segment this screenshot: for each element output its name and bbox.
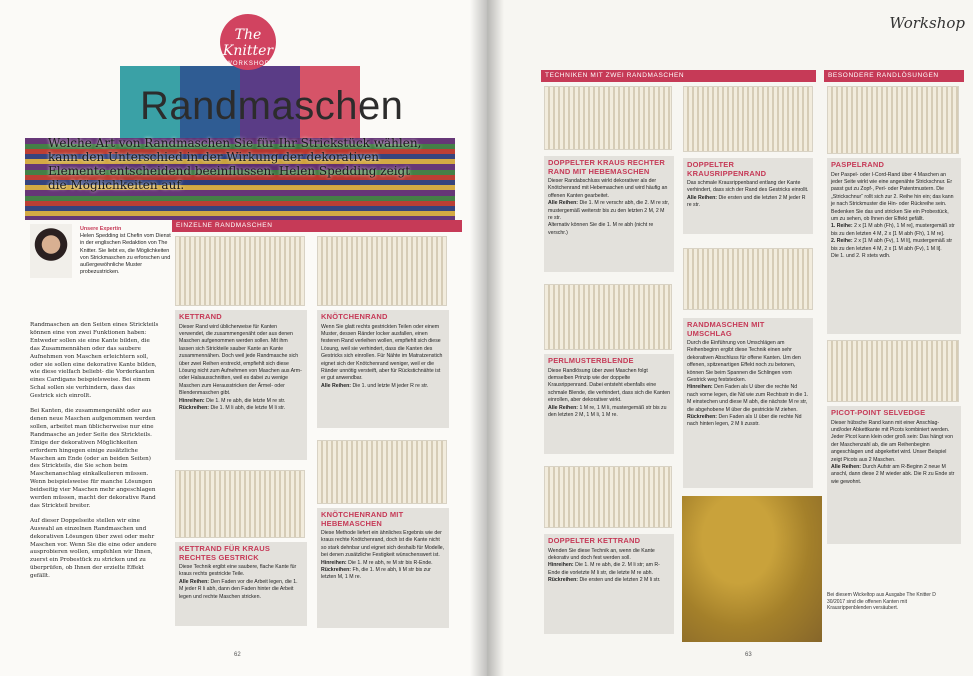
card-perlmusterblende	[544, 354, 674, 454]
swatch-photo	[544, 284, 672, 350]
card-text	[831, 420, 957, 487]
body-column	[30, 322, 160, 581]
card-paspelrand	[827, 158, 961, 334]
body-paragraph: Randmaschen an den Seiten eines Strickteils können eine von zwei Funktionen haben: Entweder sollen sie eine Kante bilden, die das Zusammennähen oder das saubere Aufnehmen von Maschen erleichtern soll, oder sie sollen eine dekorative Kante bilden, wie diese vielfach beliebt- die Vorderkanten eines Cardigans beispielsweise. Bei einem Schal sollen sie verhindern, dass das Gestrick sich einrollt.	[30, 322, 159, 400]
card-body: Dieser Randabschluss wirkt dekorativer als der Knötchenrand mit Hebemaschen und wird häufig an offenen Kanten gearbeitet.	[548, 178, 668, 199]
card-body: Dieser hübsche Rand kann mit einer Anschlag- und/oder Abkettkante mit Picots kombiniert werden. Jeder Picot kann klein oder groß sein: Das hängt von der Maschenzahl ab, die am Reihenbeginn angeschlagen und abgekettet wird. Unser Beispiel zeigt Picots aus 2 Maschen.	[831, 419, 953, 463]
label-hin: Hinreihen:	[179, 397, 205, 404]
card-hin: Den Faden als U über die rechte Nd nach vorne legen, die Nd wie zum Rechtsstr in die 1. M einstechen und diese M abh, die nächste M re str, die abgehobene M über die gestrickte M ziehen.	[687, 384, 809, 413]
label-rueck: Rückreihen:	[179, 404, 209, 411]
label-alle: Alle Reihen:	[548, 404, 578, 411]
author-box	[80, 226, 172, 276]
card-body: Durch die Einführung von Umschlägen am Reihenbeginn ergibt diese Technik einen sehr dekorativen Abschluss für offene Kanten. Um den offenen, spitzenartigen Effekt noch zu betonen, können Sie beim Spannen die Schlingen vom Gestrick weg feststecken.	[687, 340, 801, 384]
label-hin: Hinreihen:	[687, 384, 713, 391]
author-heading: Unsere Expertin	[80, 226, 122, 232]
author-text: Helen Spedding ist Chefin vom Dienst in der englischen Redaktion von The Knitter. Sie liebt es, die Möglichkeiten von Strickmaschen zu erforschen und außergewöhnliche Muster probezustricken.	[80, 233, 171, 276]
card-alle: Die ersten und die letzten 2 M jeder R re str.	[687, 194, 806, 209]
knitter-logo	[220, 14, 276, 70]
card-hin: Die 1. M re abh, re M str bis R-Ende.	[348, 559, 433, 566]
card-text	[831, 172, 957, 261]
card-title: KETTRAND FÜR KRAUS RECHTES GESTRICK	[179, 544, 271, 562]
card-body: Das schmale Krausrippenband entlang der Kante verhindert, dass sich der Rand des Gestricks einrollt.	[687, 180, 809, 194]
photo-caption: Bei diesem Wickeltop aus Ausgabe The Knitter D 30/2017 sind die offenen Kanten mit Krausrippenblenden versäubert.	[827, 592, 936, 611]
card-alle: 1 M re, 1 M li, mustergemäß str bis zu den letzten 2 M, 1 M li, 1 M re.	[548, 404, 667, 418]
body-paragraph: Bei Kanten, die zusammengenäht oder aus denen neue Maschen aufgenommen werden sollen, arbeitet man üblicherweise nur eine Randmasche an jeder Seite des Strickteils. Einige der dekorativen Möglichkeiten erfordern hingegen einige zusätzliche Maschen am Ende (oder an beiden Seiten) des Strickteils, die Sie schon beim Maschenanschlag einkalkulieren müssen. Wenn beispielsweise für manche Lösungen beidseitig vier Maschen mehr angeschlagen werden müssen, macht der dekorative Rand das Strickteil breiter.	[30, 408, 156, 509]
card-rueck: Die ersten und die letzten 2 M li str.	[579, 577, 661, 584]
section-label-single: EINZELNE RANDMASCHEN	[172, 220, 462, 232]
card-body: Diese Randlösung über zwei Maschen folgt demselben Prinzip wie der doppelte Krausrippenrand. Dabei entsteht ebenfalls eine schmale Blende, die verhindert, dass sich die Kanten einrollen, aber dekorativer wirkt.	[548, 367, 670, 404]
card-extra: Die 1. und 2. R stets wdh.	[831, 252, 891, 259]
card-text	[548, 548, 670, 585]
label-hin: Hinreihen:	[548, 562, 574, 569]
card-text	[687, 180, 809, 210]
card-title: DOPPELTER KRAUS RECHTER RAND MIT HEBEMASCHEN	[548, 158, 665, 176]
swatch-photo	[683, 248, 813, 310]
card-text	[179, 324, 303, 413]
card-umschlag	[683, 318, 813, 488]
body-paragraph: Auf dieser Doppelseite stellen wir eine Auswahl an einzelnen Randmaschen und dekorativen Lösungen über zwei oder mehr Maschen vor. Wenn Sie die eine oder andere ausprobieren wollen, empfehlen wir Ihnen, zuerst ein Probestück zu stricken und zu überprüfen, ob Ihnen der erzielte Effekt gefällt.	[30, 517, 157, 580]
card-kettrand	[175, 310, 307, 460]
card-body: Diese Methode liefert ein ähnliches Ergebnis wie der kraus rechte Knötchenrand, doch ist die Kante nicht so stark dehnbar und eignet sich deshalb für Modelle, bei denen zusätzliche Festigkeit wünschenswert ist.	[321, 530, 445, 559]
label-alle: Alle Reihen:	[321, 382, 351, 389]
card-doppelter-kraus	[544, 156, 674, 272]
card-title: PERLMUSTERBLENDE	[548, 356, 634, 365]
card-title: KNÖTCHENRAND MIT HEBEMASCHEN	[321, 510, 404, 528]
card-extra: Alternativ können Sie die 1. M re abh (nicht re verschr.)	[548, 222, 654, 236]
swatch-photo	[544, 86, 672, 150]
label-r2: 2. Reihe:	[831, 238, 853, 245]
label-r1: 1. Reihe:	[831, 223, 853, 230]
label-alle: Alle Reihen:	[548, 200, 578, 207]
sweater-photo	[682, 496, 822, 642]
page-title: Randmaschen	[140, 84, 404, 128]
card-text	[179, 564, 303, 601]
label-alle: Alle Reihen:	[179, 578, 209, 585]
card-text	[687, 340, 809, 429]
card-kettrand-kraus	[175, 542, 307, 626]
card-body: Wenn Sie glatt rechts gestrickten Teilen oder einem Muster, dessen Ränder locker ausfallen, einen festeren Rand verleihen wollen, empfiehlt sich diese Lösung, weil sie verhindert, dass die Kanten des Gestricks sich einrollen. Für Nähte im Matratzenstich eignet sich der Knötchenrand weniger, weil er die Ränder unnötig versteift, aber für Rückstichnähte ist er gut anwendbar.	[321, 323, 443, 382]
card-knoetchenrand-hebemaschen	[317, 508, 449, 628]
swatch-photo	[544, 466, 672, 528]
section-label-two-stitches: TECHNIKEN MIT ZWEI RANDMASCHEN	[541, 70, 816, 82]
card-title: PICOT-POINT SELVEDGE	[831, 408, 926, 417]
card-body: Der Paspel- oder I-Cord-Rand über 4 Maschen an jeder Seite wirkt wie eine angenähte Strickschnur. Er passt gut zu Zopf-, Perl- oder Patentmustern. Die „Strickschnur“ rollt sich zur 2. Reihe hin ein; das kann je nach Strickmuster die Hin- oder Rückreihe sein. Bedenken Sie das und stricken Sie ein Probestück, um zu sehen, ob Ihnen der Effekt gefällt.	[831, 171, 954, 222]
swatch-photo	[827, 86, 959, 154]
card-body: Wenden Sie diese Technik an, wenn die Kante dekorativ und doch fest werden soll.	[548, 547, 655, 561]
card-body: Diese Technik ergibt eine saubere, flache Kante für kraus rechts gestrickte Teile.	[179, 564, 297, 578]
label-rueck: Rückreihen:	[321, 567, 351, 574]
swatch-photo	[317, 236, 447, 306]
logo-sub: WORKSHOP	[226, 61, 270, 67]
card-body: Dieser Rand wird üblicherweise für Kanten verwendet, die zusammengenäht oder aus denen Maschen aufgenommen werden sollen. Mit ihm lassen sich Strickteile sauber Kante an Kante zusammennähen. Doch weil jede Randmasche sich über zwei Reihen erstreckt, empfiehlt sich diese Lösung nicht zum Aufnehmen von Maschen aus Arm- oder Halsausschnitten, weil es dabei zu wenige Maschen zum Herausstricken der Ärmel- oder Blendenmaschen gibt.	[179, 323, 302, 397]
card-title: DOPPELTER KRAUSRIPPENRAND	[687, 160, 767, 178]
workshop-header: Workshop	[889, 14, 965, 32]
label-rueck: Rückreihen:	[687, 414, 717, 421]
card-alle: Die 1. M re verschr abh, die 2. M re str, mustergemäß weiterstr bis zu den letzten 2 M, 2 M re str.	[548, 200, 670, 222]
card-krausrippenrand	[683, 158, 813, 234]
swatch-photo	[317, 440, 447, 504]
swatch-photo	[175, 470, 305, 538]
card-title: KETTRAND	[179, 312, 222, 321]
swatch-photo	[175, 236, 305, 306]
card-alle: Den Faden vor die Arbeit legen, die 1. M jeder R li abh, dann den Faden hinter die Arbeit legen und rechte Maschen stricken.	[179, 578, 298, 600]
card-text	[321, 530, 445, 582]
logo-brand: The Knitter	[222, 27, 274, 59]
card-alle: Die 1. und letzte M jeder R re str.	[352, 382, 429, 389]
section-label-special: BESONDERE RANDLÖSUNGEN	[824, 70, 964, 82]
card-picot	[827, 406, 961, 544]
card-title: DOPPELTER KETTRAND	[548, 536, 641, 545]
card-r1: 2 x [1 M abh (Fh), 1 M re], mustergemäß str bis zu den letzten 4 M, 2 x [1 M abh (Fh), 1 M re].	[831, 223, 955, 237]
label-alle: Alle Reihen:	[831, 463, 861, 470]
card-text	[548, 368, 670, 420]
card-doppelter-kettrand	[544, 534, 674, 634]
right-page	[487, 0, 973, 676]
page-number: 62	[234, 652, 241, 658]
card-text	[548, 178, 670, 237]
card-title: RANDMASCHEN MIT UMSCHLAG	[687, 320, 765, 338]
card-rueck: Die 1. M li abh, die letzte M li str.	[210, 404, 286, 411]
card-rueck: Fh, die 1. M re abh, li M str bis zur letzten M, 1 M re.	[321, 567, 431, 581]
card-title: PASPELRAND	[831, 160, 885, 169]
card-alle: Durch Aufstr am R-Beginn 2 neue M anschl, dann diese 2 M wieder abk. Die R zu Ende str wie gewohnt.	[831, 463, 955, 485]
card-rueck: Den Faden als U über die rechte Nd nach hinten legen, 2 M li zusstr.	[687, 414, 802, 428]
label-hin: Hinreihen:	[321, 559, 347, 566]
card-title: KNÖTCHENRAND	[321, 312, 388, 321]
swatch-photo	[827, 340, 959, 402]
page-number: 63	[745, 652, 752, 658]
label-alle: Alle Reihen:	[687, 194, 717, 201]
card-text	[321, 324, 445, 391]
intro-text: Welche Art von Randmaschen Sie für Ihr Strickstück wählen, kann den Unterschied in der Wirkung der dekorativen Elemente entscheidend beeinflussen. Helen Spedding zeigt die Möglichkeiten auf.	[48, 136, 422, 192]
card-knoetchenrand	[317, 310, 449, 428]
card-hin: Die 1. M re abh, die letzte M re str.	[206, 397, 286, 404]
swatch-photo	[683, 86, 813, 152]
label-rueck: Rückreihen:	[548, 577, 578, 584]
card-r2: 2 x [1 M abh (Fv), 1 M li], mustergemäß str bis zu den letzten 4 M, 2 x [1 M abh (Fv), 1 M li].	[831, 238, 953, 252]
avatar	[30, 224, 72, 278]
card-hin: Die 1. M re abh, die 2. M li str; am R-Ende die vorletzte M li str, die letzte M re abh.	[548, 562, 660, 576]
